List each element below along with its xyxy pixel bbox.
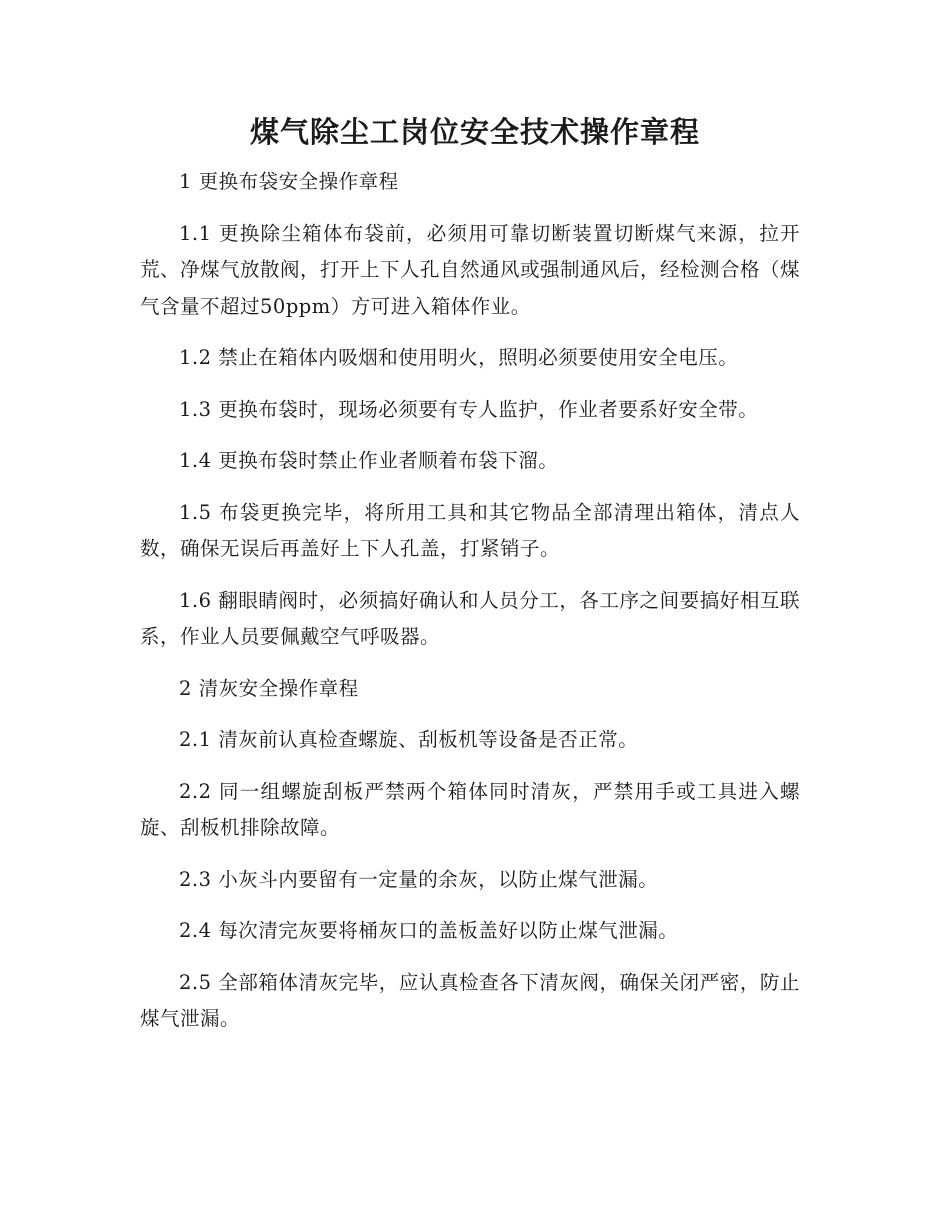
- paragraph-1-3: 1.3 更换布袋时，现场必须要有专人监护，作业者要系好安全带。: [179, 397, 759, 421]
- paragraph-2-5: 2.5 全部箱体清灰完毕，应认真检查各下清灰阀，确保关闭严密，防止煤气泄漏。: [140, 970, 800, 1030]
- section-heading-1: 1 更换布袋安全操作章程: [179, 170, 399, 193]
- paragraph-2-2: 2.2 同一组螺旋刮板严禁两个箱体同时清灰，严禁用手或工具进入螺旋、刮板机排除故障。: [140, 779, 800, 839]
- paragraph-1-2: 1.2 禁止在箱体内吸烟和使用明火，照明必须要使用安全电压。: [179, 346, 739, 369]
- document-title: 煤气除尘工岗位安全技术操作章程: [249, 115, 700, 149]
- paragraph-2-4: 2.4 每次清完灰要将桶灰口的盖板盖好以防止煤气泄漏。: [179, 919, 679, 942]
- paragraph-2-3: 2.3 小灰斗内要留有一定量的余灰，以防止煤气泄漏。: [179, 867, 659, 891]
- document-body: [140, 164, 800, 1053]
- paragraph-1-1: 1.1 更换除尘箱体布袋前，必须用可靠切断装置切断煤气来源，拉开荒、净煤气放散阀，打开上下人孔自然通风或强制通风后，经检测合格（煤气含量不超过50ppm）方可进入箱体作业。: [140, 221, 801, 318]
- paragraph-1-4: 1.4 更换布袋时禁止作业者顺着布袋下溜。: [179, 449, 559, 472]
- paragraph-1-5: 1.5 布袋更换完毕，将所用工具和其它物品全部清理出箱体，清点人数，确保无误后再盖好上下人孔盖，打紧销子。: [140, 500, 800, 560]
- paragraph-2-1: 2.1 清灰前认真检查螺旋、刮板机等设备是否正常。: [179, 728, 639, 751]
- section-heading-2: 2 清灰安全操作章程: [179, 676, 359, 700]
- paragraph-1-6: 1.6 翻眼睛阀时，必须搞好确认和人员分工，各工序之间要搞好相互联系，作业人员要佩戴空气呼吸器。: [140, 588, 800, 648]
